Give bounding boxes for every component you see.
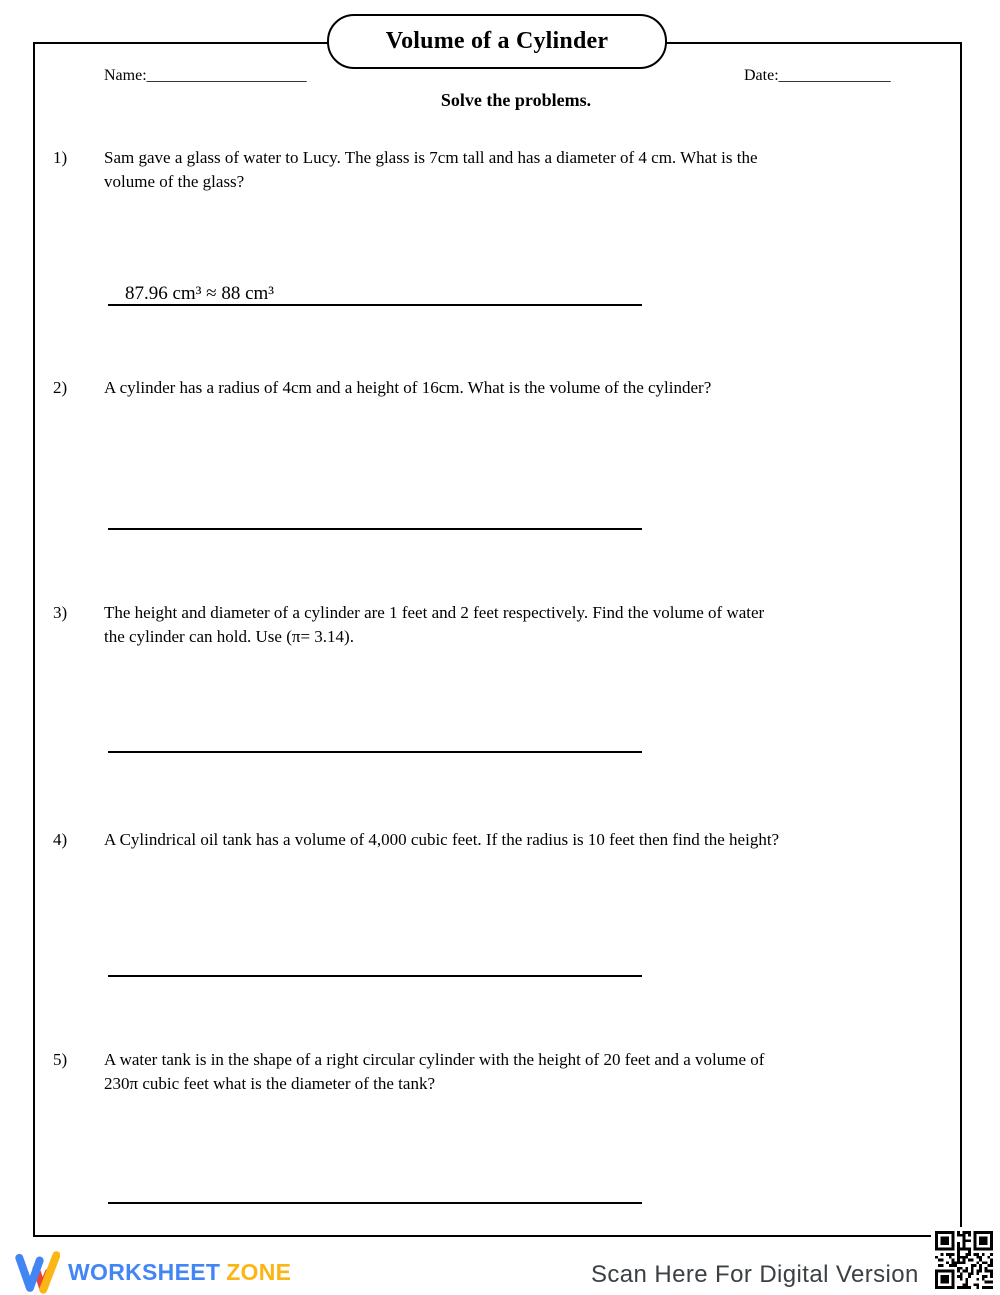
worksheetzone-w-icon: [14, 1249, 60, 1295]
answer-blank-line: [108, 304, 642, 306]
problem-text-line: volume of the glass?: [104, 171, 245, 191]
name-label: Name:: [104, 67, 147, 84]
name-field: [104, 67, 307, 85]
name-blank-line: ____________________: [146, 67, 307, 84]
date-field: [744, 67, 891, 85]
problem-5: [53, 1048, 953, 1095]
answer-blank-line: [108, 1202, 642, 1204]
qr-code-icon: [931, 1227, 997, 1292]
problem-text-line: A cylinder has a radius of 4cm and a height of 16cm. What is the volume of the cylinder?: [104, 378, 712, 397]
problem-number: 4): [53, 830, 68, 849]
problem-number: 1): [53, 148, 68, 167]
title-box: [327, 14, 667, 69]
scan-here-text: Scan Here For Digital Version: [591, 1261, 919, 1288]
problem-1: [53, 146, 953, 304]
problem-text-line: Sam gave a glass of water to Lucy. The glass is 7cm tall and has a diameter of 4 cm. What is the: [104, 148, 758, 167]
problem-text-line: A water tank is in the shape of a right circular cylinder with the height of 20 feet and a volume of: [104, 1050, 765, 1069]
page-title: Volume of a Cylinder: [385, 28, 609, 54]
logo-text-worksheet: WORKSHEET: [68, 1258, 221, 1285]
problem-number: 5): [53, 1050, 68, 1069]
problem-3: [53, 601, 953, 648]
problem-4: [53, 828, 953, 852]
answer-blank-line: [108, 751, 642, 753]
problem-number: 3): [53, 603, 68, 622]
problem-text: [104, 1048, 953, 1095]
answer-text: 87.96 cm³ ≈ 88 cm³: [125, 283, 274, 304]
problem-text: [104, 376, 953, 400]
problem-text-line: The height and diameter of a cylinder are 1 feet and 2 feet respectively. Find the volume of water: [104, 603, 765, 622]
date-label: Date:: [744, 67, 779, 84]
logo-text-zone: ZONE: [226, 1258, 292, 1285]
date-blank-line: ______________: [778, 67, 891, 84]
problem-text: [104, 828, 953, 852]
problem-text-line: 230π cubic feet what is the diameter of the tank?: [104, 1073, 435, 1093]
problem-text: [104, 601, 953, 648]
problem-text-line: A Cylindrical oil tank has a volume of 4,000 cubic feet. If the radius is 10 feet then find the height?: [104, 830, 780, 849]
problem-2: [53, 376, 953, 400]
answer-blank-line: [108, 528, 642, 530]
answer-blank-line: [108, 975, 642, 977]
logo-wordmark: [68, 1259, 291, 1286]
instruction-text: Solve the problems.: [440, 90, 592, 110]
problem-number: 2): [53, 378, 68, 397]
footer-logo: [14, 1249, 291, 1295]
problem-text-line: the cylinder can hold. Use (π= 3.14).: [104, 626, 354, 646]
problem-text: [104, 146, 953, 193]
